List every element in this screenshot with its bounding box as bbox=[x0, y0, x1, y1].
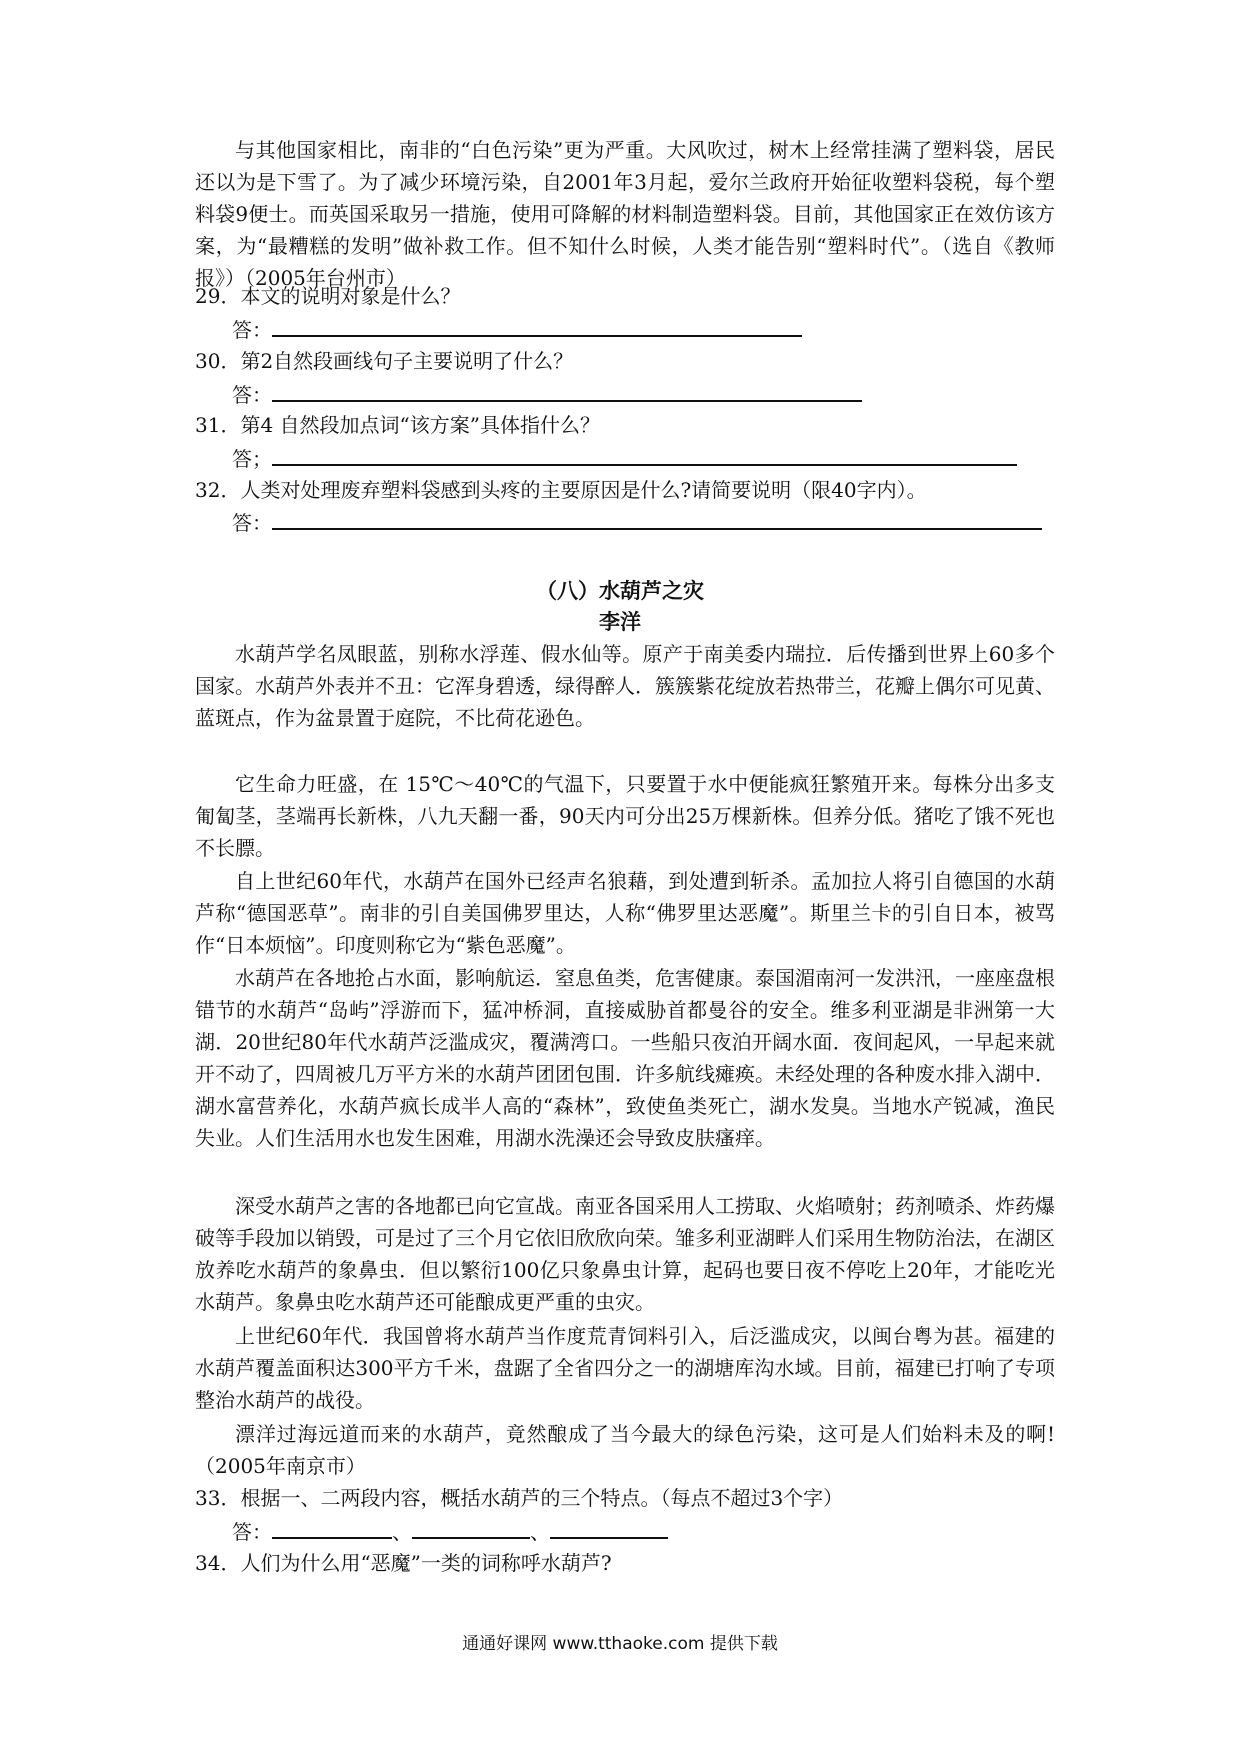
page-footer: 通通好课网 www.tthaoke.com 提供下载 bbox=[462, 1634, 778, 1654]
question-34: 34．人们为什么用“恶魔”一类的词称呼水葫芦? bbox=[195, 1551, 612, 1575]
answer-label: 答： bbox=[232, 1520, 272, 1544]
answer-blank-1[interactable] bbox=[272, 1515, 392, 1539]
article-paragraph-6: 上世纪60年代．我国曾将水葫芦当作度荒青饲料引入，后泛滥成灾，以闽台粤为甚。福建的水葫芦覆盖面积达300平方千米，盘踞了全省四分之一的湖塘库沟水域。目前，福建已打响了专项整治水葫芦的战役。 bbox=[195, 1324, 1055, 1412]
separator: 、 bbox=[530, 1520, 550, 1544]
answer-33-line[interactable] bbox=[232, 1515, 668, 1547]
answer-blank[interactable] bbox=[272, 506, 1042, 530]
separator: 、 bbox=[392, 1520, 412, 1544]
answer-label: 答： bbox=[232, 318, 272, 342]
answer-blank[interactable] bbox=[272, 378, 862, 402]
answer-31-line[interactable] bbox=[232, 442, 1017, 474]
answer-29-line[interactable] bbox=[232, 313, 802, 345]
question-30: 30．第2自然段画线句子主要说明了什么？ bbox=[195, 349, 574, 373]
article-paragraph-4: 水葫芦在各地抢占水面，影响航运．窒息鱼类，危害健康。泰国湄南河一发洪汛，一座座盘根错节的水葫芦“岛屿”浮游而下，猛冲桥洞，直接威胁首都曼谷的安全。维多利亚湖是非洲第一大湖．20世纪80年代水葫芦泛滥成灾，覆满湾口。一些船只夜泊开阔水面．夜间起风，一早起来就开不动了，四周被几万平方米的水葫芦团团包围．许多航线瘫痪。未经处理的各种废水排入湖中．湖水富营养化，水葫芦疯长成半人高的“森林”，致使鱼类死亡，湖水发臭。当地水产锐减，渔民失业。人们生活用水也发生困难，用湖水洗澡还会导致皮肤瘙痒。 bbox=[195, 966, 1055, 1150]
answer-blank-3[interactable] bbox=[550, 1515, 668, 1539]
answer-32-line[interactable] bbox=[232, 506, 1042, 538]
question-29: 29．本文的说明对象是什么？ bbox=[195, 284, 461, 308]
article-paragraph-3: 自上世纪60年代，水葫芦在国外已经声名狼藉，到处遭到斩杀。孟加拉人将引自德国的水葫芦称“德国恶草”。南非的引自美国佛罗里达，人称“佛罗里达恶魔”。斯里兰卡的引自日本，被骂作“日本烦恼”。印度则称它为“紫色恶魔”。 bbox=[195, 869, 1055, 957]
answer-label: 答： bbox=[232, 511, 272, 535]
answer-label: 答； bbox=[232, 447, 272, 471]
answer-label: 答： bbox=[232, 383, 272, 407]
answer-blank[interactable] bbox=[272, 313, 802, 337]
section-title: （八）水葫芦之灾 bbox=[536, 579, 704, 603]
question-33: 33．根据一、二两段内容，概括水葫芦的三个特点。（每点不超过3个字） bbox=[195, 1486, 844, 1510]
answer-blank-2[interactable] bbox=[412, 1515, 530, 1539]
article-paragraph-1: 水葫芦学名凤眼蓝，别称水浮莲、假水仙等。原产于南美委内瑞拉．后传播到世界上60多个国家。水葫芦外表并不丑：它浑身碧透，绿得醉人．簇簇紫花绽放若热带兰，花瓣上偶尔可见黄、蓝斑点，作为盆景置于庭院，不比荷花逊色。 bbox=[195, 642, 1055, 730]
question-31: 31．第4 自然段加点词“该方案”具体指什么？ bbox=[195, 413, 600, 437]
question-32: 32．人类对处理废弃塑料袋感到头疼的主要原因是什么?请简要说明（限40字内）。 bbox=[195, 478, 927, 502]
author-name: 李洋 bbox=[599, 610, 641, 634]
answer-30-line[interactable] bbox=[232, 378, 862, 410]
article-paragraph-7: 漂洋过海远道而来的水葫芦，竟然酿成了当今最大的绿色污染，这可是人们始料未及的啊!（2005年南京市） bbox=[195, 1422, 1055, 1478]
answer-blank[interactable] bbox=[272, 442, 1017, 466]
intro-paragraph: 与其他国家相比，南非的“白色污染”更为严重。大风吹过，树木上经常挂满了塑料袋，居民还以为是下雪了。为了减少环境污染，自2001年3月起，爱尔兰政府开始征收塑料袋税，每个塑料袋9便士。而英国采取另一措施，使用可降解的材料制造塑料袋。目前，其他国家正在效仿该方案，为“最糟糕的发明”做补救工作。但不知什么时候，人类才能告别“塑料时代”。（选自《教师报》）（2005年台州市） bbox=[195, 138, 1055, 290]
article-paragraph-5: 深受水葫芦之害的各地都已向它宣战。南亚各国采用人工捞取、火焰喷射；药剂喷杀、炸药爆破等手段加以销毁，可是过了三个月它依旧欣欣向荣。雏多利亚湖畔人们采用生物防治法，在湖区放养吃水葫芦的象鼻虫．但以繁衍100亿只象鼻虫计算，起码也要日夜不停吃上20年，才能吃光水葫芦。象鼻虫吃水葫芦还可能酿成更严重的虫灾。 bbox=[195, 1194, 1055, 1314]
article-paragraph-2: 它生命力旺盛，在 15℃～40℃的气温下，只要置于水中便能疯狂繁殖开来。每株分出多支匍匐茎，茎端再长新株，八九天翻一番，90天内可分出25万棵新株。但养分低。猪吃了饿不死也不长膘。 bbox=[195, 772, 1055, 860]
